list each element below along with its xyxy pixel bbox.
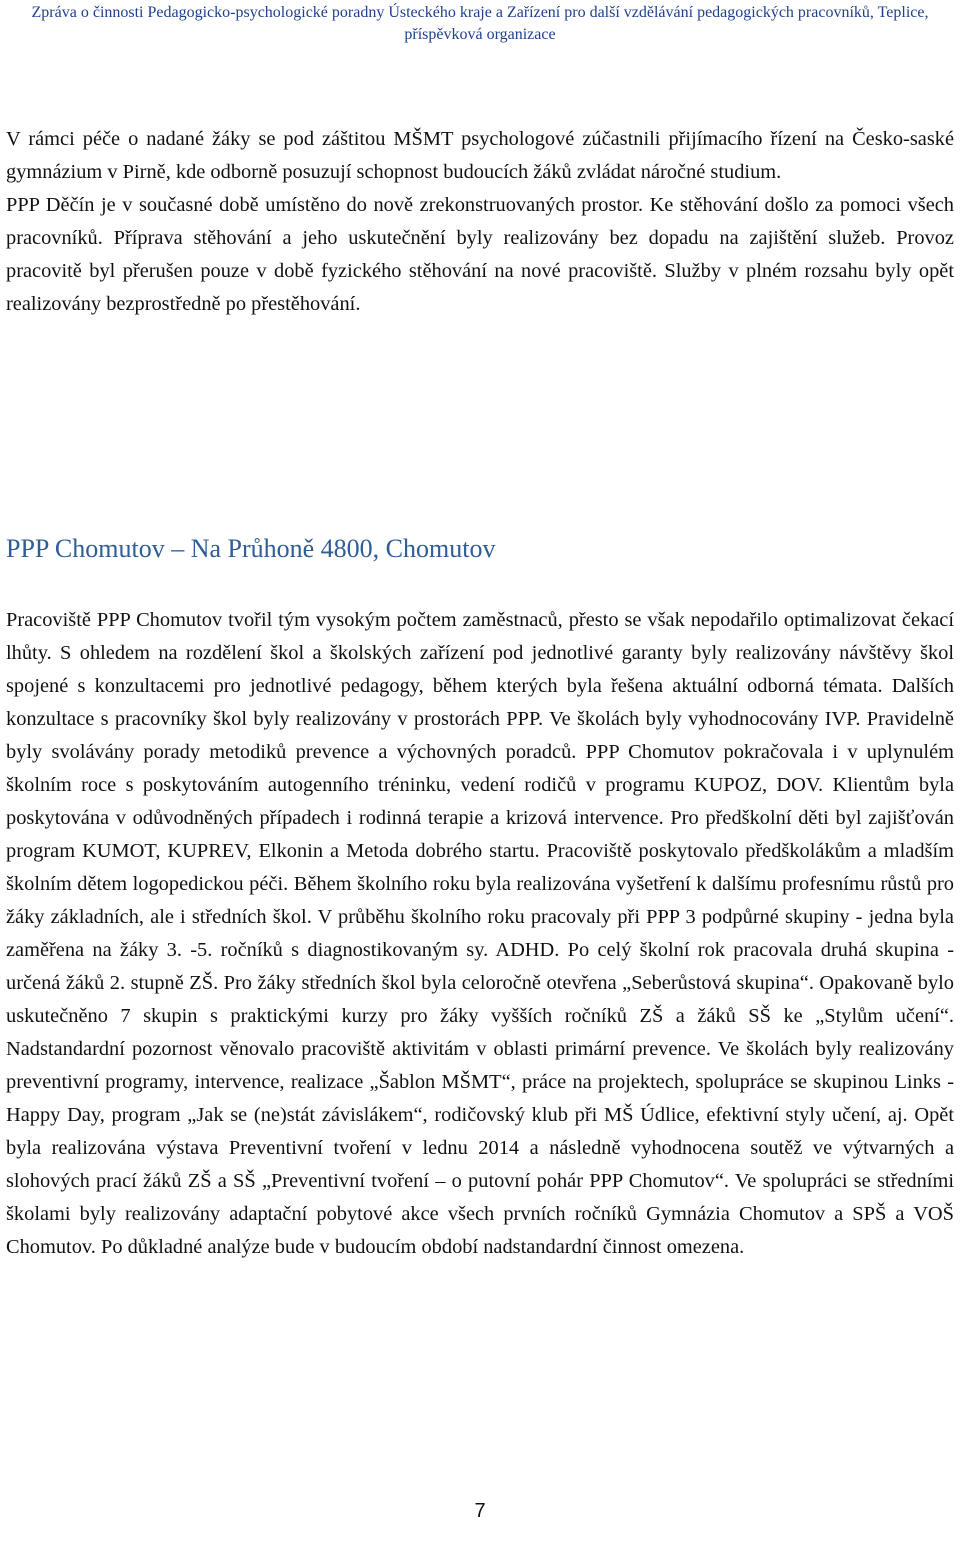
page-number: 7	[474, 1500, 486, 1522]
paragraph-gifted-pupils: V rámci péče o nadané žáky se pod záštitou MŠMT psychologové zúčastnili přijímacího řízení na Česko-saské gymnázium v Pirně, kde odborně posuzují schopnost budoucích žáků zvládat náročné studium.	[6, 128, 954, 183]
intro-section	[6, 123, 954, 321]
paragraph-ppp-decin: PPP Děčín je v současné době umístěno do nově zrekonstruovaných prostor. Ke stěhování došlo za pomoci všech pracovníků. Příprava stěhování a jeho uskutečnění byly realizovány bez dopadu na zajištění služeb. Provoz pracovitě byl přerušen pouze v době fyzického stěhování na nové pracoviště. Služby v plném rozsahu byly opět realizovány bezprostředně po přestěhování.	[6, 194, 954, 315]
paragraph-ppp-chomutov: Pracoviště PPP Chomutov tvořil tým vysokým počtem zaměstnaců, přesto se však nepodařilo optimalizovat čekací lhůty. S ohledem na rozdělení škol a školských zařízení pod jednotlivé garanty byly realizovány návštěvy škol spojené s konzultacemi pro jednotlivé pedagogy, během kterých byla řešena aktuální odborná témata. Dalších konzultace s pracovníky škol byly realizovány v prostorách PPP. Ve školách byly vyhodnocovány IVP. Pravidelně byly svolávány porady metodiků prevence a výchovných poradců. PPP Chomutov pokračovala i v uplynulém školním roce s poskytováním autogenního tréninku, vedení rodičů v programu KUPOZ, DOV. Klientům byla poskytována v odůvodněných případech i rodinná terapie a krizová intervence. Pro předškolní děti byl zajišťován program KUMOT, KUPREV, Elkonin a Metoda dobrého startu. Pracoviště poskytovalo předškolákům a mladším školním dětem logopedickou péči. Během školního roku byla realizována vyšetření k dalšímu profesnímu růstů pro žáky základních, ale i středních škol. V průběhu školního roku pracovaly při PPP 3 podpůrné skupiny - jedna byla zaměřena na žáky 3. -5. ročníků s diagnostikovaným sy. ADHD. Po celý školní rok pracovala druhá skupina - určená žáků 2. stupně ZŠ. Pro žáky středních škol byla celoročně otevřena „Seberůstová skupina“. Opakovaně bylo uskutečněno 7 skupin s praktickými kurzy pro žáky vyšších ročníků ZŠ a žáků SŠ ke „Stylům učení“. Nadstandardní pozornost věnovalo pracoviště aktivitám v oblasti primární prevence. Ve školách byly realizovány preventivní programy, intervence, realizace „Šablon MŠMT“, práce na projektech, spolupráce se skupinou Links - Happy Day, program „Jak se (ne)stát závislákem“, rodičovský klub při MŠ Údlice, efektivní styly učení, aj. Opět byla realizována výstava Preventivní tvoření v lednu 2014 a následně vyhodnocena soutěž ve výtvarných a slohových prací žáků ZŠ a SŠ „Preventivní tvoření – o putovní pohár PPP Chomutov“. Ve spolupráci se středními školami byly realizovány adaptační pobytové akce všech prvních ročníků Gymnázia Chomutov a SPŠ a VOŠ Chomutov. Po důkladné analýze bude v budoucím období nadstandardní činnost omezena.	[6, 609, 954, 1258]
chomutov-section	[6, 604, 954, 1264]
page-header	[0, 2, 960, 46]
section-heading-ppp-chomutov: PPP Chomutov – Na Průhoně 4800, Chomutov	[6, 534, 496, 563]
header-title-line-2: příspěvková organizace	[404, 26, 556, 43]
header-title-line-1: Zpráva o činnosti Pedagogicko-psychologické poradny Ústeckého kraje a Zařízení pro další vzdělávání pedagogických pracovníků, Teplice,	[31, 4, 929, 21]
